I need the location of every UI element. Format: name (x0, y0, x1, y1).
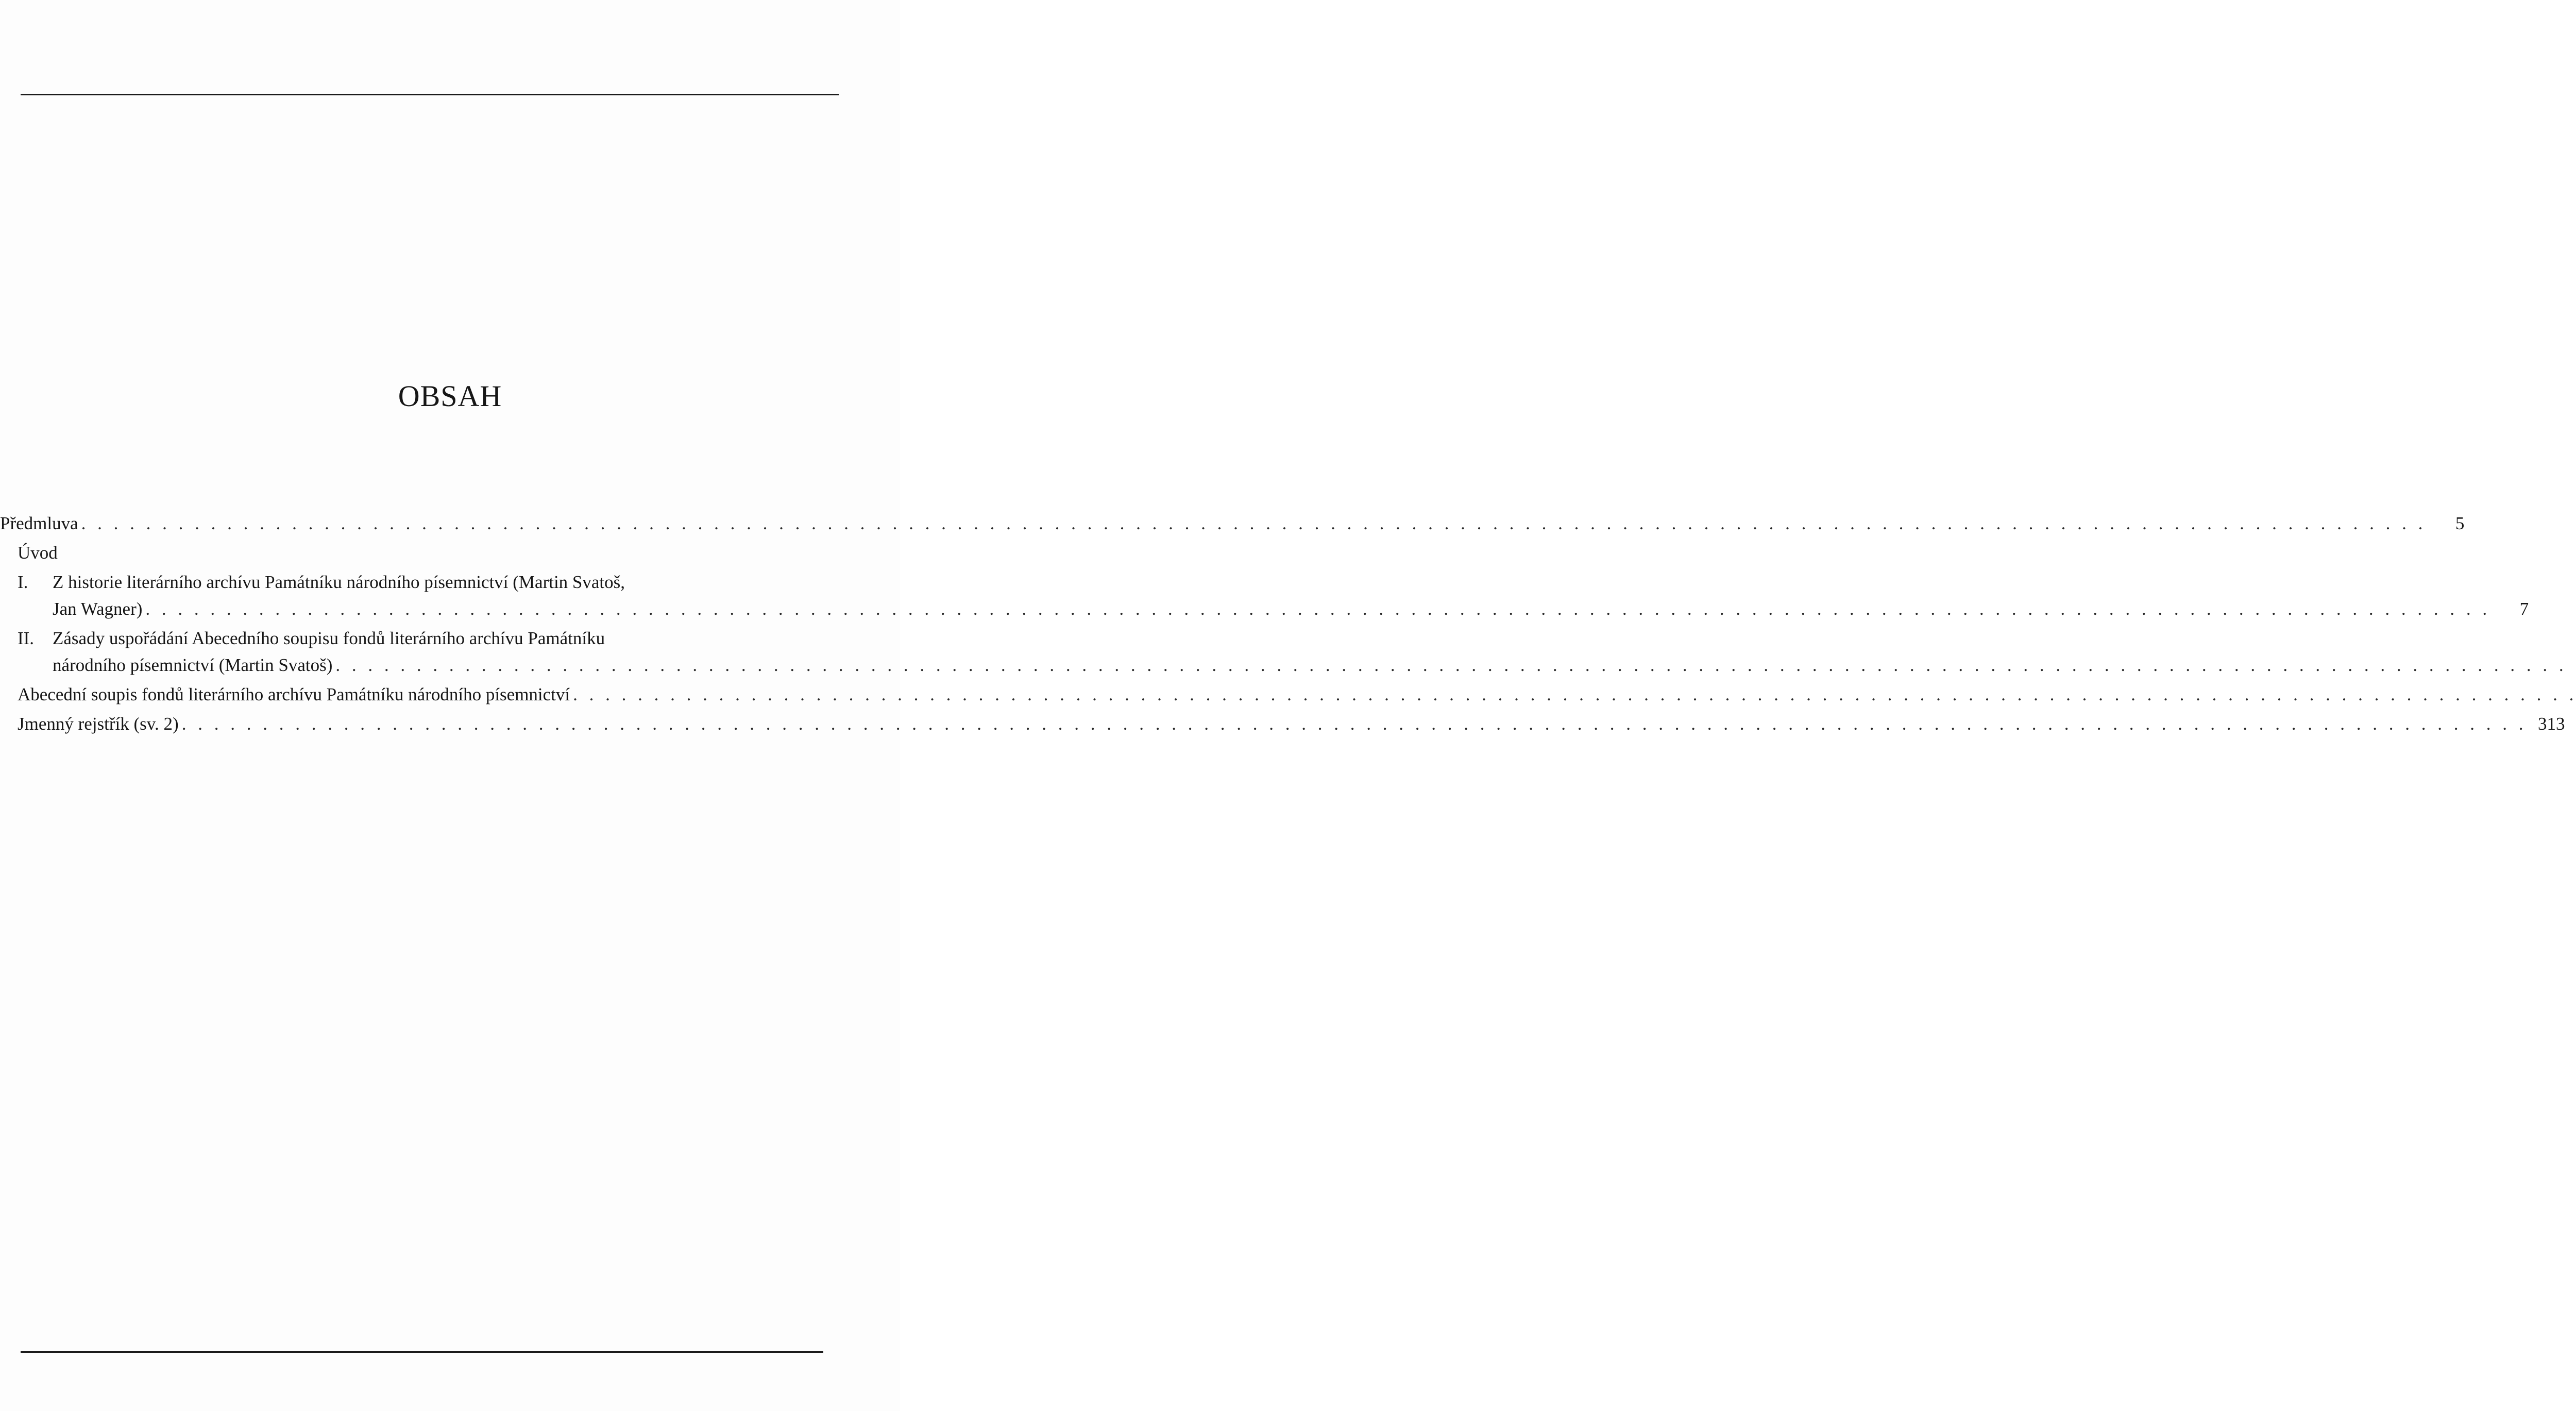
dot-leader (335, 652, 2576, 679)
toc-entry-chapter-2 (18, 625, 832, 679)
toc-entry-title: Abecední soupis fondů literárního archívu Památníku národního písemnictví (18, 684, 570, 704)
toc-page-number: 313 (2537, 714, 2565, 734)
toc-entry-uvod (18, 540, 832, 566)
table-of-contents (0, 510, 2565, 740)
toc-page-number: 7 (2519, 599, 2529, 619)
toc-entry-number: II. (18, 628, 35, 648)
toc-entry-jmenny-rejstrik (18, 711, 2565, 737)
toc-entry-title-continued: národního písemnictví (Martin Svatoš) (53, 655, 333, 675)
toc-entry-title: Zásady uspořádání Abecedního soupisu fondů literárního archívu Památníku (53, 628, 605, 648)
toc-entry-title: Předmluva (0, 513, 78, 533)
toc-page-number: 5 (2455, 513, 2465, 533)
toc-entry-chapter-1 (18, 569, 2529, 623)
toc-entry-predmluva (0, 510, 2465, 537)
toc-entry-title: Z historie literárního archívu Památníku národního písemnictví (Martin Svatoš, (53, 572, 625, 592)
toc-entry-title: Jmenný rejstřík (sv. 2) (18, 714, 179, 734)
toc-entry-title-continued: Jan Wagner) (53, 599, 143, 619)
dot-leader (81, 510, 2427, 537)
toc-entry-title: Úvod (18, 543, 58, 563)
page-title: OBSAH (398, 379, 502, 413)
toc-entry-abecedni-soupis (18, 681, 832, 708)
dot-leader (145, 596, 2490, 623)
toc-entry-number: I. (18, 572, 28, 592)
bottom-rule (21, 1351, 823, 1353)
dot-leader (573, 681, 2576, 708)
top-rule (21, 94, 839, 95)
dot-leader (182, 711, 2527, 737)
